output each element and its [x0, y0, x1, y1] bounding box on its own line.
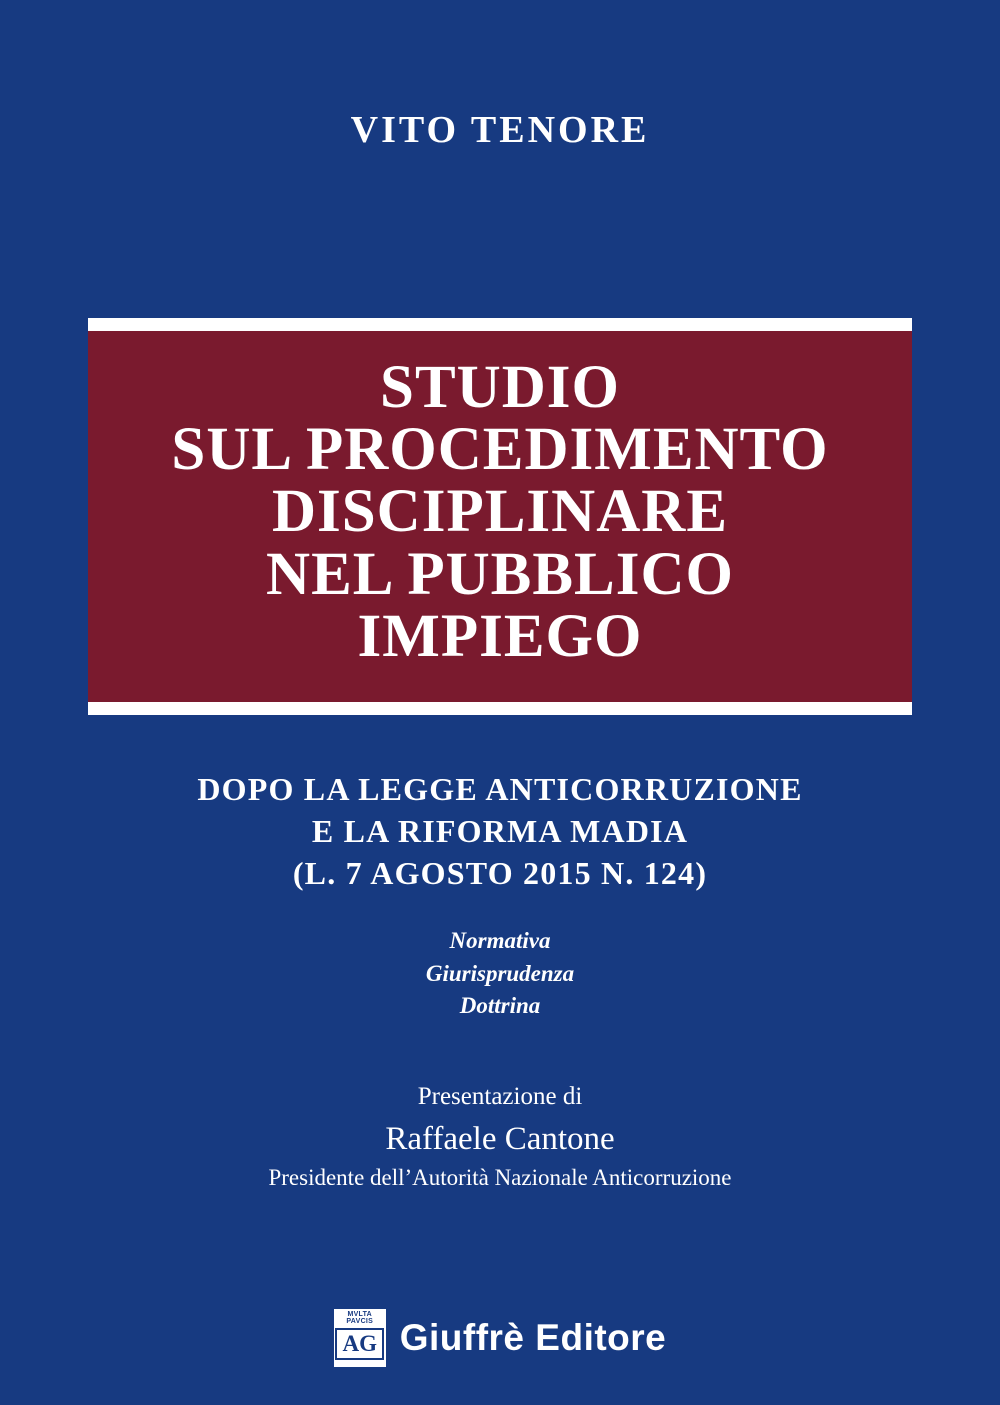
logo-motto-line-1: MVLTA — [347, 1311, 373, 1318]
presentation-label: Presentazione di — [417, 1083, 583, 1110]
subtitle-line-3: (L. 7 AGOSTO 2015 N. 124) — [292, 855, 708, 892]
title-top-rule — [88, 318, 912, 331]
title-bottom-rule — [88, 702, 912, 715]
title-block — [88, 318, 912, 715]
presentation-role: Presidente dell’Autorità Nazionale Anticorruzione — [268, 1164, 732, 1190]
title-line-5: IMPIEGO — [357, 602, 643, 670]
content-kind-2: Giurisprudenza — [425, 960, 575, 986]
publisher-logo-icon — [334, 1309, 386, 1367]
publisher-name: Giuffrè Editore — [399, 1317, 667, 1358]
author-name: VITO TENORE — [350, 109, 650, 151]
title-line-4: NEL PUBBLICO — [266, 540, 734, 608]
presentation-block — [0, 1078, 1000, 1194]
logo-motto-line-2: PAVCIS — [346, 1318, 374, 1326]
content-kind-3: Dottrina — [459, 993, 541, 1019]
subtitle — [0, 768, 1000, 895]
title-line-2: SUL PROCEDIMENTO — [171, 416, 829, 484]
content-kind-1: Normativa — [449, 928, 551, 953]
title-panel — [88, 331, 912, 702]
subtitle-line-1: DOPO LA LEGGE ANTICORRUZIONE — [197, 771, 803, 807]
subtitle-line-2: E LA RIFORMA MADIA — [311, 813, 689, 850]
content-kinds — [0, 925, 1000, 1023]
title-line-3: DISCIPLINARE — [271, 478, 729, 546]
publisher-block — [0, 1309, 1000, 1367]
presentation-author: Raffaele Cantone — [385, 1120, 615, 1157]
title-line-1: STUDIO — [380, 354, 620, 421]
logo-initials: AG — [335, 1328, 384, 1360]
